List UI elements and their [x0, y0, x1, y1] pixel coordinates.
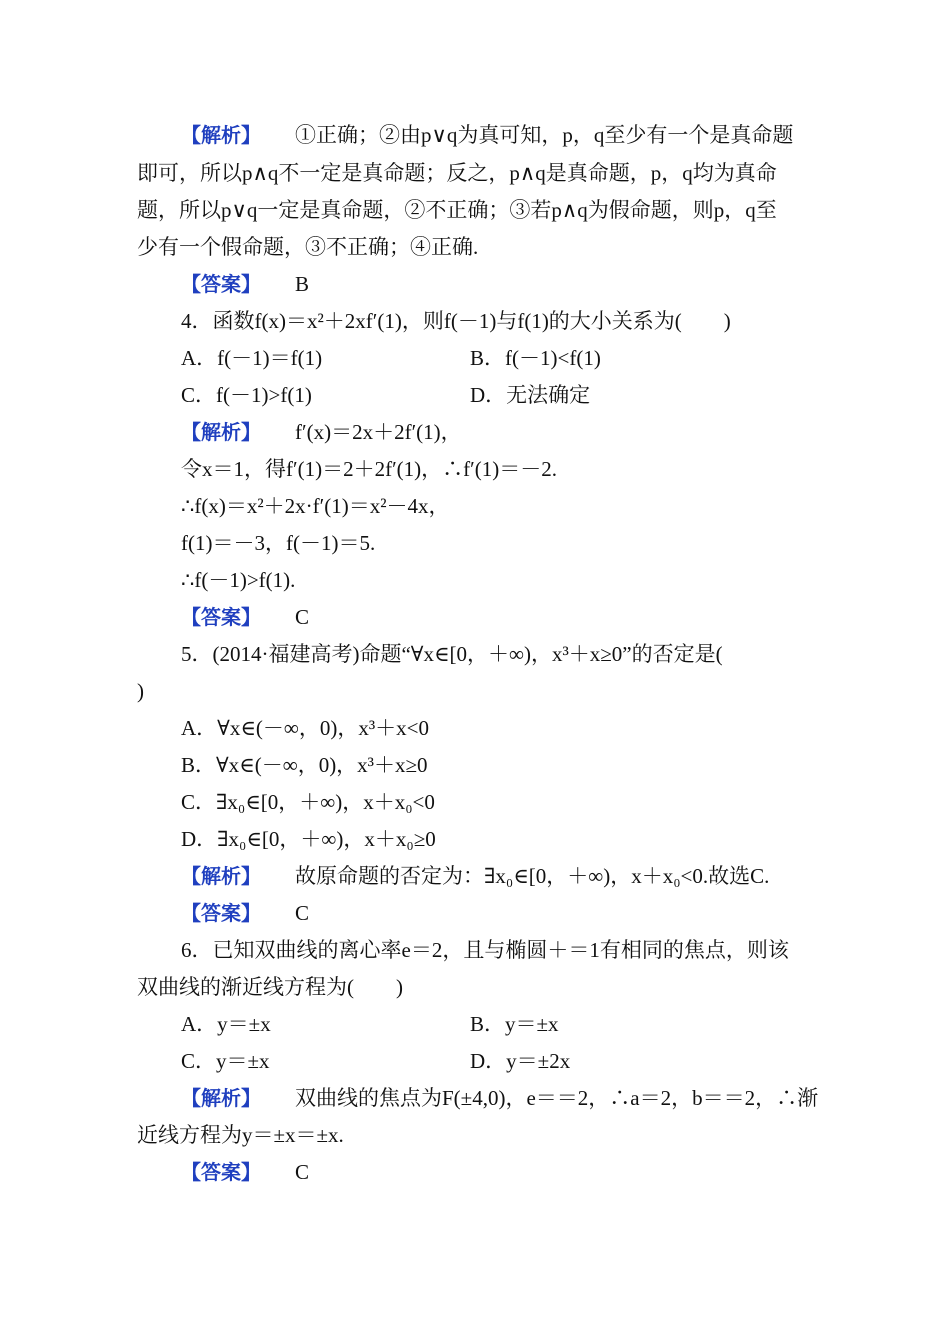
q4-analysis-line-5: ∴f(－1)>f(1). — [181, 568, 296, 592]
q6-options-row-1 — [181, 1010, 861, 1038]
q6-analysis-line-1: 【解析】 双曲线的焦点为F(±4,0)，e＝＝2，∴a＝2，b＝＝2，∴渐 — [181, 1086, 819, 1110]
q3-analysis-line-4: 少有一个假命题，③不正确；④正确. — [137, 235, 479, 259]
answer-tag: 【答案】 — [181, 901, 261, 925]
q6-option-d: D．y＝±2x — [470, 1049, 571, 1073]
answer-tag: 【答案】 — [181, 1160, 261, 1184]
q3-analysis-line-1: 【解析】 ①正确；②由p∨q为真可知，p，q至少有一个是真命题 — [181, 123, 794, 147]
analysis-tag: 【解析】 — [181, 123, 261, 147]
analysis-tag: 【解析】 — [181, 420, 261, 444]
q6-option-c: C．y＝±x — [181, 1049, 270, 1073]
answer-tag: 【答案】 — [181, 272, 261, 296]
answer-value: B — [295, 272, 310, 296]
q5-stem-line-2: ) — [137, 679, 144, 703]
q5-option-c: C．∃x₀∈[0，＋∞)，x＋x₀<0 — [181, 790, 435, 814]
q4-analysis-line-3: ∴f(x)＝x²＋2x·f′(1)＝x²－4x， — [181, 494, 450, 518]
q5-answer — [181, 899, 861, 927]
q5-stem-line-1: 5．(2014·福建高考)命题“∀x∈[0，＋∞)，x³＋x≥0”的否定是( — [181, 642, 723, 666]
answer-value: C — [295, 605, 310, 629]
q6-option-a: A．y＝±x — [181, 1012, 271, 1036]
q4-option-c: C．f(－1)>f(1) — [181, 383, 312, 407]
q5-option-d: D．∃x₀∈[0，＋∞)，x＋x₀≥0 — [181, 827, 436, 851]
q6-stem-line-1: 6．已知双曲线的离心率e＝2，且与椭圆＋＝1有相同的焦点，则该 — [181, 938, 789, 962]
q6-options-row-2 — [181, 1047, 861, 1075]
q4-analysis-line-1: 【解析】 f′(x)＝2x＋2f′(1)， — [181, 420, 462, 444]
q3-analysis-line-2: 即可，所以p∧q不一定是真命题；反之，p∧q是真命题，p，q均为真命 — [137, 161, 777, 185]
q3-answer — [181, 270, 861, 298]
q4-options-row-2 — [181, 381, 861, 409]
q6-stem-line-2: 双曲线的渐近线方程为( ) — [137, 975, 403, 999]
q4-options-row-1 — [181, 344, 861, 372]
q6-option-b: B．y＝±x — [470, 1012, 559, 1036]
q3-analysis-line-3: 题，所以p∨q一定是真命题，②不正确；③若p∧q为假命题，则p，q至 — [137, 198, 777, 222]
q4-analysis-line-2: 令x＝1，得f′(1)＝2＋2f′(1)，∴f′(1)＝－2. — [181, 457, 557, 481]
q4-option-d: D．无法确定 — [470, 383, 591, 407]
answer-tag: 【答案】 — [181, 605, 261, 629]
q5-analysis: 【解析】 故原命题的否定为：∃x₀∈[0，＋∞)，x＋x₀<0.故选C. — [181, 864, 770, 888]
q4-analysis-line-4: f(1)＝－3，f(－1)＝5. — [181, 531, 376, 555]
answer-value: C — [295, 901, 310, 925]
q6-analysis-line-2: 近线方程为y＝±x＝±x. — [137, 1123, 344, 1147]
q4-option-a: A．f(－1)＝f(1) — [181, 346, 323, 370]
analysis-tag: 【解析】 — [181, 1086, 261, 1110]
analysis-tag: 【解析】 — [181, 864, 261, 888]
answer-value: C — [295, 1160, 310, 1184]
q4-answer — [181, 603, 861, 631]
q4-stem: 4．函数f(x)＝x²＋2xf′(1)，则f(－1)与f(1)的大小关系为( ) — [181, 309, 731, 333]
q5-option-b: B．∀x∈(－∞，0)，x³＋x≥0 — [181, 753, 428, 777]
q4-option-b: B．f(－1)<f(1) — [470, 346, 601, 370]
q5-option-a: A．∀x∈(－∞，0)，x³＋x<0 — [181, 716, 429, 740]
q6-answer — [181, 1158, 861, 1186]
